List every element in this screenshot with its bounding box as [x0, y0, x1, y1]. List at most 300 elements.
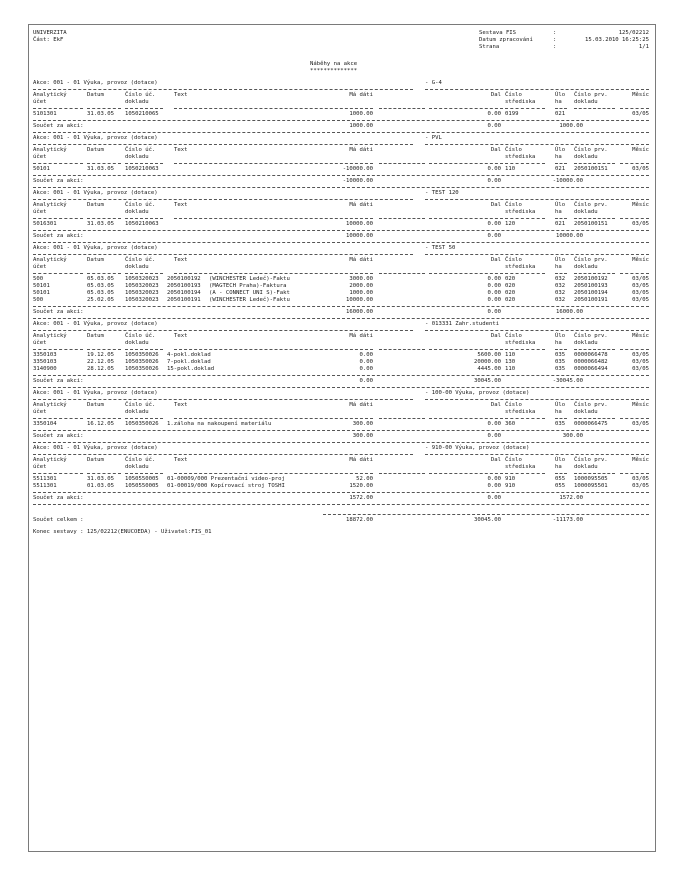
- col-account: Analytický: [33, 333, 67, 339]
- cell-text: (MAGTECH Praha)-Faktura: [209, 283, 287, 289]
- col-docno-2: dokladu: [125, 209, 149, 215]
- col-first-doc: Číslo prv.: [574, 402, 608, 408]
- cell-credit: 0.00: [487, 283, 501, 289]
- column-header-2: [33, 264, 649, 271]
- cell-credit: 5600.00: [477, 352, 501, 358]
- col-center-2: střediska: [505, 209, 536, 215]
- cell-first-doc: 2050100193: [574, 283, 608, 289]
- table-row: [33, 283, 649, 290]
- sum-debit: 1572.00: [349, 495, 373, 501]
- col-account-2: účet: [33, 99, 47, 105]
- header-line-3: [33, 44, 649, 51]
- col-account-2: účet: [33, 209, 47, 215]
- sum-total: 1572.00: [559, 495, 583, 501]
- col-ho-2: ha: [555, 154, 562, 160]
- cell-month: 03/05: [632, 359, 649, 365]
- action-line: [33, 445, 649, 452]
- col-account: Analytický: [33, 92, 67, 98]
- sum-label: Součet za akci:: [33, 378, 84, 384]
- col-first-doc: Číslo prv.: [574, 147, 608, 153]
- table-row: [33, 483, 649, 490]
- col-date: Datum: [87, 402, 104, 408]
- col-ho: Úlo: [555, 202, 566, 208]
- cell-debit: 3000.00: [349, 276, 373, 282]
- col-center: Číslo: [505, 202, 522, 208]
- col-account: Analytický: [33, 457, 67, 463]
- cell-month: 03/05: [632, 483, 649, 489]
- col-credit: Dal: [490, 202, 501, 208]
- col-ho-2: ha: [555, 99, 562, 105]
- cell-center: 120: [505, 221, 516, 227]
- cell-doc: 1050550005: [125, 476, 159, 482]
- col-first-doc-2: dokladu: [574, 154, 598, 160]
- sum-credit: 0.00: [487, 233, 501, 239]
- cell-text: (A - CONNECT UNI S)-Fakt: [209, 290, 290, 296]
- sum-total: 16000.00: [556, 309, 583, 315]
- page-colon: :: [553, 44, 557, 50]
- col-docno-2: dokladu: [125, 464, 149, 470]
- cell-text: 1.záloha na nakoupení materiálu: [167, 421, 272, 427]
- action-line: [33, 190, 649, 197]
- section-sum: [33, 378, 649, 385]
- col-month: Měsíc: [632, 257, 649, 263]
- col-date: Datum: [87, 92, 104, 98]
- cell-text: 15-pokl.doklad: [167, 366, 215, 372]
- cell-ho: 032: [555, 290, 566, 296]
- col-debit: Má dáti: [349, 457, 373, 463]
- column-header-2: [33, 99, 649, 106]
- col-first-doc-2: dokladu: [574, 409, 598, 415]
- cell-first-doc: 2050100151: [574, 166, 608, 172]
- cell-debit: -10000.00: [342, 166, 373, 172]
- cell-account: 5511301: [33, 476, 57, 482]
- cell-account: 500: [33, 276, 44, 282]
- cell-doc: 1050350026: [125, 352, 159, 358]
- total-credit: 30045.00: [474, 517, 501, 523]
- col-ho-2: ha: [555, 209, 562, 215]
- total-label: Součet celkem :: [33, 517, 84, 523]
- cell-debit: 0.00: [359, 352, 373, 358]
- column-header-1: [33, 92, 649, 99]
- sum-credit: 0.00: [487, 178, 501, 184]
- cell-debit: 52.00: [356, 476, 373, 482]
- action-name: Akce: 001 - 01 Výuka, provoz (dotace): [33, 135, 158, 141]
- column-header-2: [33, 209, 649, 216]
- col-credit: Dal: [490, 457, 501, 463]
- col-center-2: střediska: [505, 340, 536, 346]
- col-ho-2: ha: [555, 464, 562, 470]
- cell-center: 020: [505, 283, 516, 289]
- cell-first-doc: 2050100192: [574, 276, 608, 282]
- col-month: Měsíc: [632, 202, 649, 208]
- col-ho-2: ha: [555, 340, 562, 346]
- col-center-2: střediska: [505, 409, 536, 415]
- cell-ref: 2050100191: [167, 297, 201, 303]
- cell-center: 910: [505, 476, 516, 482]
- col-first-doc-2: dokladu: [574, 209, 598, 215]
- cell-credit: 4445.00: [477, 366, 501, 372]
- action-code: - PVL: [425, 135, 442, 141]
- table-row: [33, 297, 649, 304]
- cell-credit: 0.00: [487, 166, 501, 172]
- action-line: [33, 321, 649, 328]
- col-docno: Číslo úč.: [125, 92, 156, 98]
- cell-account: 50101: [33, 283, 50, 289]
- cell-debit: 0.00: [359, 359, 373, 365]
- col-center-2: střediska: [505, 264, 536, 270]
- cell-account: 3350103: [33, 359, 57, 365]
- section-sum: [33, 433, 649, 440]
- date-label: Datum zpracování: [479, 37, 533, 43]
- cell-first-doc: 0000066478: [574, 352, 608, 358]
- col-ho-2: ha: [555, 409, 562, 415]
- col-account: Analytický: [33, 402, 67, 408]
- header-line-1: [33, 30, 649, 37]
- action-name: Akce: 001 - 01 Výuka, provoz (dotace): [33, 80, 158, 86]
- sum-credit: 30045.00: [474, 378, 501, 384]
- col-text: Text: [174, 402, 188, 408]
- col-month: Měsíc: [632, 92, 649, 98]
- col-first-doc: Číslo prv.: [574, 92, 608, 98]
- col-month: Měsíc: [632, 457, 649, 463]
- col-docno: Číslo úč.: [125, 333, 156, 339]
- cell-center: 110: [505, 166, 516, 172]
- report-page: [28, 24, 656, 852]
- cell-first-doc: 2050100151: [574, 221, 608, 227]
- sum-debit: 16000.00: [346, 309, 373, 315]
- cell-ho: 035: [555, 352, 566, 358]
- col-center: Číslo: [505, 147, 522, 153]
- col-text: Text: [174, 257, 188, 263]
- col-account-2: účet: [33, 154, 47, 160]
- cell-month: 03/05: [632, 476, 649, 482]
- cell-credit: 0.00: [487, 276, 501, 282]
- sum-credit: 0.00: [487, 309, 501, 315]
- cell-text: 4-pokl.doklad: [167, 352, 211, 358]
- col-date: Datum: [87, 333, 104, 339]
- cell-debit: 1000.00: [349, 111, 373, 117]
- cell-month: 03/05: [632, 166, 649, 172]
- cell-center: 020: [505, 276, 516, 282]
- cell-date: 25.02.05: [87, 297, 114, 303]
- cell-month: 03/05: [632, 366, 649, 372]
- cell-account: 3350104: [33, 421, 57, 427]
- col-docno-2: dokladu: [125, 154, 149, 160]
- cell-account: 50101: [33, 290, 50, 296]
- col-ho-2: ha: [555, 264, 562, 270]
- sum-label: Součet za akci:: [33, 233, 84, 239]
- sum-total: 1000.00: [559, 123, 583, 129]
- cell-center: 020: [505, 297, 516, 303]
- action-line: [33, 245, 649, 252]
- header-line-2: [33, 37, 649, 44]
- date-value: 15.03.2010 16:25:25: [585, 37, 649, 43]
- cell-doc: 1050350026: [125, 366, 159, 372]
- cell-ref: 2050100193: [167, 283, 201, 289]
- col-first-doc: Číslo prv.: [574, 202, 608, 208]
- col-account: Analytický: [33, 257, 67, 263]
- cell-month: 03/05: [632, 283, 649, 289]
- sum-label: Součet za akci:: [33, 433, 84, 439]
- column-header-1: [33, 457, 649, 464]
- cell-credit: 0.00: [487, 297, 501, 303]
- col-first-doc-2: dokladu: [574, 464, 598, 470]
- table-row: [33, 421, 649, 428]
- col-month: Měsíc: [632, 333, 649, 339]
- cell-first-doc: 0000066475: [574, 421, 608, 427]
- col-first-doc-2: dokladu: [574, 99, 598, 105]
- total-total: -11173.00: [552, 517, 583, 523]
- col-month: Měsíc: [632, 402, 649, 408]
- col-first-doc-2: dokladu: [574, 340, 598, 346]
- cell-credit: 0.00: [487, 111, 501, 117]
- cell-month: 03/05: [632, 352, 649, 358]
- sum-debit: 1000.00: [349, 123, 373, 129]
- table-row: [33, 290, 649, 297]
- cell-ho: 035: [555, 366, 566, 372]
- col-text: Text: [174, 92, 188, 98]
- cell-account: 5016301: [33, 221, 57, 227]
- sum-total: 300.00: [562, 433, 583, 439]
- cell-first-doc: 0000066494: [574, 366, 608, 372]
- cell-credit: 0.00: [487, 421, 501, 427]
- action-code: - 910-00 Výuka, provoz (dotace): [425, 445, 530, 451]
- cell-month: 03/05: [632, 421, 649, 427]
- action-code: - TEST 120: [425, 190, 459, 196]
- cell-ho: 032: [555, 297, 566, 303]
- action-name: Akce: 001 - 01 Výuka, provoz (dotace): [33, 321, 158, 327]
- date-colon: :: [553, 37, 557, 43]
- col-date: Datum: [87, 257, 104, 263]
- section-sum: [33, 309, 649, 316]
- col-center-2: střediska: [505, 99, 536, 105]
- col-account-2: účet: [33, 409, 47, 415]
- col-text: Text: [174, 202, 188, 208]
- cell-account: 500: [33, 297, 44, 303]
- col-docno: Číslo úč.: [125, 402, 156, 408]
- total-debit: 18872.00: [346, 517, 373, 523]
- cell-text: 7-pokl.doklad: [167, 359, 211, 365]
- cell-debit: 10000.00: [346, 297, 373, 303]
- cell-doc: 1050320023: [125, 290, 159, 296]
- cell-month: 03/05: [632, 276, 649, 282]
- cell-date: 31.03.05: [87, 111, 114, 117]
- action-line: [33, 80, 649, 87]
- cell-account: 3140900: [33, 366, 57, 372]
- col-account: Analytický: [33, 202, 67, 208]
- action-name: Akce: 001 - 01 Výuka, provoz (dotace): [33, 190, 158, 196]
- section-sum: [33, 495, 649, 502]
- col-date: Datum: [87, 457, 104, 463]
- cell-ho: 032: [555, 283, 566, 289]
- cell-date: 16.12.05: [87, 421, 114, 427]
- sum-total: -10000.00: [552, 178, 583, 184]
- cell-credit: 0.00: [487, 483, 501, 489]
- cell-doc: 1050320023: [125, 297, 159, 303]
- column-header-1: [33, 402, 649, 409]
- cell-ref: 2050100194: [167, 290, 201, 296]
- cell-ho: 021: [555, 221, 566, 227]
- col-debit: Má dáti: [349, 92, 373, 98]
- cell-ho: 021: [555, 111, 566, 117]
- cell-center: 0199: [505, 111, 519, 117]
- col-account: Analytický: [33, 147, 67, 153]
- page-label: Strana: [479, 44, 500, 50]
- column-header-2: [33, 409, 649, 416]
- cell-credit: 0.00: [487, 476, 501, 482]
- col-docno: Číslo úč.: [125, 147, 156, 153]
- action-name: Akce: 001 - 01 Výuka, provoz (dotace): [33, 390, 158, 396]
- grand-total: [33, 517, 649, 524]
- col-first-doc: Číslo prv.: [574, 457, 608, 463]
- report-value: 125/02212: [618, 30, 649, 36]
- cell-doc: 1050350026: [125, 359, 159, 365]
- col-debit: Má dáti: [349, 202, 373, 208]
- col-first-doc: Číslo prv.: [574, 257, 608, 263]
- col-date: Datum: [87, 202, 104, 208]
- action-line: [33, 390, 649, 397]
- cell-first-doc: 1000095505: [574, 476, 608, 482]
- sum-label: Součet za akci:: [33, 495, 84, 501]
- section-end-separator: [33, 502, 649, 507]
- col-month: Měsíc: [632, 147, 649, 153]
- sum-debit: 10000.00: [346, 233, 373, 239]
- col-docno: Číslo úč.: [125, 457, 156, 463]
- col-account-2: účet: [33, 464, 47, 470]
- col-docno: Číslo úč.: [125, 257, 156, 263]
- col-credit: Dal: [490, 257, 501, 263]
- column-header-1: [33, 257, 649, 264]
- cell-date: 31.03.05: [87, 476, 114, 482]
- sum-credit: 0.00: [487, 433, 501, 439]
- column-header-2: [33, 464, 649, 471]
- cell-center: 110: [505, 366, 516, 372]
- col-debit: Má dáti: [349, 402, 373, 408]
- cell-first-doc: 2050100194: [574, 290, 608, 296]
- report-title-text: Náběhy na akce: [310, 61, 358, 67]
- col-debit: Má dáti: [349, 147, 373, 153]
- report-title: [33, 61, 649, 68]
- col-center: Číslo: [505, 457, 522, 463]
- cell-doc: 1050320023: [125, 276, 159, 282]
- table-row: [33, 352, 649, 359]
- cell-debit: 10000.00: [346, 221, 373, 227]
- column-header-1: [33, 333, 649, 340]
- col-text: Text: [174, 147, 188, 153]
- col-ho: Úlo: [555, 257, 566, 263]
- action-name: Akce: 001 - 01 Výuka, provoz (dotace): [33, 445, 158, 451]
- table-row: [33, 276, 649, 283]
- col-center: Číslo: [505, 402, 522, 408]
- col-first-doc-2: dokladu: [574, 264, 598, 270]
- cell-ho: 035: [555, 421, 566, 427]
- section-sum: [33, 123, 649, 130]
- cell-ho: 055: [555, 483, 566, 489]
- cell-debit: 1000.00: [349, 290, 373, 296]
- sum-total: 10000.00: [556, 233, 583, 239]
- section-sum: [33, 178, 649, 185]
- col-credit: Dal: [490, 92, 501, 98]
- col-docno-2: dokladu: [125, 264, 149, 270]
- action-name: Akce: 001 - 01 Výuka, provoz (dotace): [33, 245, 158, 251]
- report-label: Sestava FIS: [479, 30, 517, 36]
- column-header-1: [33, 202, 649, 209]
- col-docno-2: dokladu: [125, 409, 149, 415]
- table-row: [33, 359, 649, 366]
- action-code: - G-4: [425, 80, 442, 86]
- sum-debit: 300.00: [352, 433, 373, 439]
- cell-account: 5101301: [33, 111, 57, 117]
- cell-account: 5511301: [33, 483, 57, 489]
- cell-month: 03/05: [632, 221, 649, 227]
- sum-credit: 0.00: [487, 495, 501, 501]
- col-date: Datum: [87, 147, 104, 153]
- report-colon: :: [553, 30, 557, 36]
- sum-debit: 0.00: [359, 378, 373, 384]
- col-ho: Úlo: [555, 147, 566, 153]
- cell-credit: 20000.00: [474, 359, 501, 365]
- table-row: [33, 366, 649, 373]
- cell-text: 01-00019/000 Kopírovací stroj TOSHI: [167, 483, 285, 489]
- cell-ho: 035: [555, 359, 566, 365]
- table-row: [33, 476, 649, 483]
- report-title-underline: [33, 68, 649, 75]
- report-content: [33, 30, 649, 536]
- col-center-2: střediska: [505, 464, 536, 470]
- col-credit: Dal: [490, 147, 501, 153]
- sum-credit: 0.00: [487, 123, 501, 129]
- cell-debit: 300.00: [352, 421, 373, 427]
- cell-ho: 021: [555, 166, 566, 172]
- section-sum: [33, 233, 649, 240]
- cell-date: 01.03.05: [87, 483, 114, 489]
- cell-doc: 1050210063: [125, 166, 159, 172]
- report-footer: [33, 529, 649, 536]
- cell-doc: 1050350026: [125, 421, 159, 427]
- org-name: UNIVERZITA: [33, 30, 67, 36]
- cell-date: 05.03.05: [87, 290, 114, 296]
- col-docno-2: dokladu: [125, 99, 149, 105]
- cell-text: (WINCHESTER Ledeč)-Faktu: [209, 297, 290, 303]
- col-center-2: střediska: [505, 154, 536, 160]
- col-account-2: účet: [33, 340, 47, 346]
- table-row: [33, 111, 649, 118]
- cell-doc: 1050320023: [125, 283, 159, 289]
- sum-total: -30045.00: [552, 378, 583, 384]
- sum-label: Součet za akci:: [33, 123, 84, 129]
- sum-label: Součet za akci:: [33, 178, 84, 184]
- col-credit: Dal: [490, 333, 501, 339]
- cell-date: 05.03.05: [87, 276, 114, 282]
- col-ho: Úlo: [555, 402, 566, 408]
- cell-ref: 2050100192: [167, 276, 201, 282]
- col-text: Text: [174, 457, 188, 463]
- column-header-2: [33, 154, 649, 161]
- col-account-2: účet: [33, 264, 47, 270]
- sum-debit: -10000.00: [342, 178, 373, 184]
- cell-date: 31.03.05: [87, 166, 114, 172]
- cell-doc: 1050210063: [125, 221, 159, 227]
- table-row: [33, 221, 649, 228]
- cell-month: 03/05: [632, 111, 649, 117]
- cell-debit: 1520.00: [349, 483, 373, 489]
- cell-credit: 0.00: [487, 290, 501, 296]
- action-code: - 013331 Zahr.studenti: [425, 321, 500, 327]
- cell-ho: 032: [555, 276, 566, 282]
- col-text: Text: [174, 333, 188, 339]
- cell-center: 110: [505, 352, 516, 358]
- cell-first-doc: 2050100191: [574, 297, 608, 303]
